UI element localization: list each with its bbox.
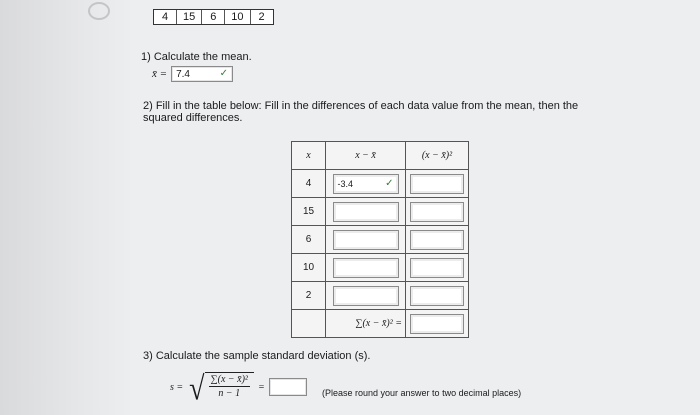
table-row bbox=[292, 282, 469, 310]
table-row bbox=[292, 198, 469, 226]
diff-cell bbox=[326, 170, 406, 198]
diff-input[interactable] bbox=[333, 230, 399, 250]
diff-cell bbox=[326, 254, 406, 282]
differences-table bbox=[291, 141, 469, 338]
table-row bbox=[292, 254, 469, 282]
squared-cell bbox=[406, 198, 469, 226]
radical-icon: √ bbox=[189, 370, 205, 408]
check-icon: ✓ bbox=[385, 177, 394, 189]
x-value: 15 bbox=[292, 198, 326, 226]
diff-cell bbox=[326, 282, 406, 310]
squared-cell bbox=[406, 282, 469, 310]
sum-row bbox=[292, 310, 469, 338]
table-row bbox=[292, 170, 469, 198]
x-value: 4 bbox=[292, 170, 326, 198]
diff-input[interactable] bbox=[333, 174, 399, 194]
numerator: ∑(x − x̄)² bbox=[210, 374, 248, 385]
squared-cell bbox=[406, 170, 469, 198]
sum-input[interactable] bbox=[410, 314, 464, 334]
header-x: x bbox=[292, 142, 326, 170]
check-icon: ✓ bbox=[219, 68, 229, 79]
data-value: 6 bbox=[202, 10, 225, 24]
page-margin bbox=[0, 0, 135, 415]
data-value: 10 bbox=[225, 10, 250, 24]
diff-input[interactable] bbox=[333, 202, 399, 222]
fraction bbox=[205, 372, 254, 400]
data-value: 2 bbox=[258, 11, 265, 23]
x-value: 10 bbox=[292, 254, 326, 282]
std-dev-formula bbox=[170, 370, 307, 408]
question-3-label: 3) Calculate the sample standard deviation (s). bbox=[143, 350, 371, 362]
question-2-label: 2) Fill in the table below: Fill in the differences of each data value from the mean, then the squared differences. bbox=[143, 100, 579, 124]
squared-input[interactable] bbox=[410, 286, 464, 306]
mean-answer-input[interactable] bbox=[171, 66, 233, 82]
empty-cell bbox=[292, 310, 326, 338]
sum-cell bbox=[406, 310, 469, 338]
squared-cell bbox=[406, 254, 469, 282]
equals-sign: = bbox=[257, 381, 265, 393]
diff-input[interactable] bbox=[333, 286, 399, 306]
denominator: n − 1 bbox=[218, 388, 241, 399]
diff-input[interactable] bbox=[333, 258, 399, 278]
page-mark bbox=[88, 2, 110, 20]
diff-cell bbox=[326, 198, 406, 226]
sum-label: ∑(x − x̄)² = bbox=[326, 310, 406, 338]
question-1-label: 1) Calculate the mean. bbox=[141, 51, 252, 63]
square-root bbox=[189, 370, 254, 408]
diff-cell bbox=[326, 226, 406, 254]
squared-input[interactable] bbox=[410, 230, 464, 250]
table-row bbox=[292, 226, 469, 254]
header-squared: (x − x̄)² bbox=[406, 142, 469, 170]
mean-answer-value: 7.4 bbox=[176, 68, 190, 80]
std-dev-input[interactable] bbox=[269, 378, 307, 396]
squared-cell bbox=[406, 226, 469, 254]
header-diff: x − x̄ bbox=[326, 142, 406, 170]
data-value: 4 bbox=[154, 10, 177, 24]
diff-value: -3.4 bbox=[337, 178, 354, 189]
x-value: 2 bbox=[292, 282, 326, 310]
data-values-strip bbox=[153, 9, 274, 25]
data-value: 15 bbox=[177, 10, 202, 24]
table-header-row bbox=[292, 142, 469, 170]
xbar-symbol: x̄ = bbox=[152, 68, 168, 80]
squared-input[interactable] bbox=[410, 202, 464, 222]
s-symbol: s = bbox=[170, 381, 184, 393]
squared-input[interactable] bbox=[410, 258, 464, 278]
squared-input[interactable] bbox=[410, 174, 464, 194]
x-value: 6 bbox=[292, 226, 326, 254]
mean-row bbox=[152, 66, 233, 82]
rounding-note: (Please round your answer to two decimal places) bbox=[322, 388, 522, 398]
